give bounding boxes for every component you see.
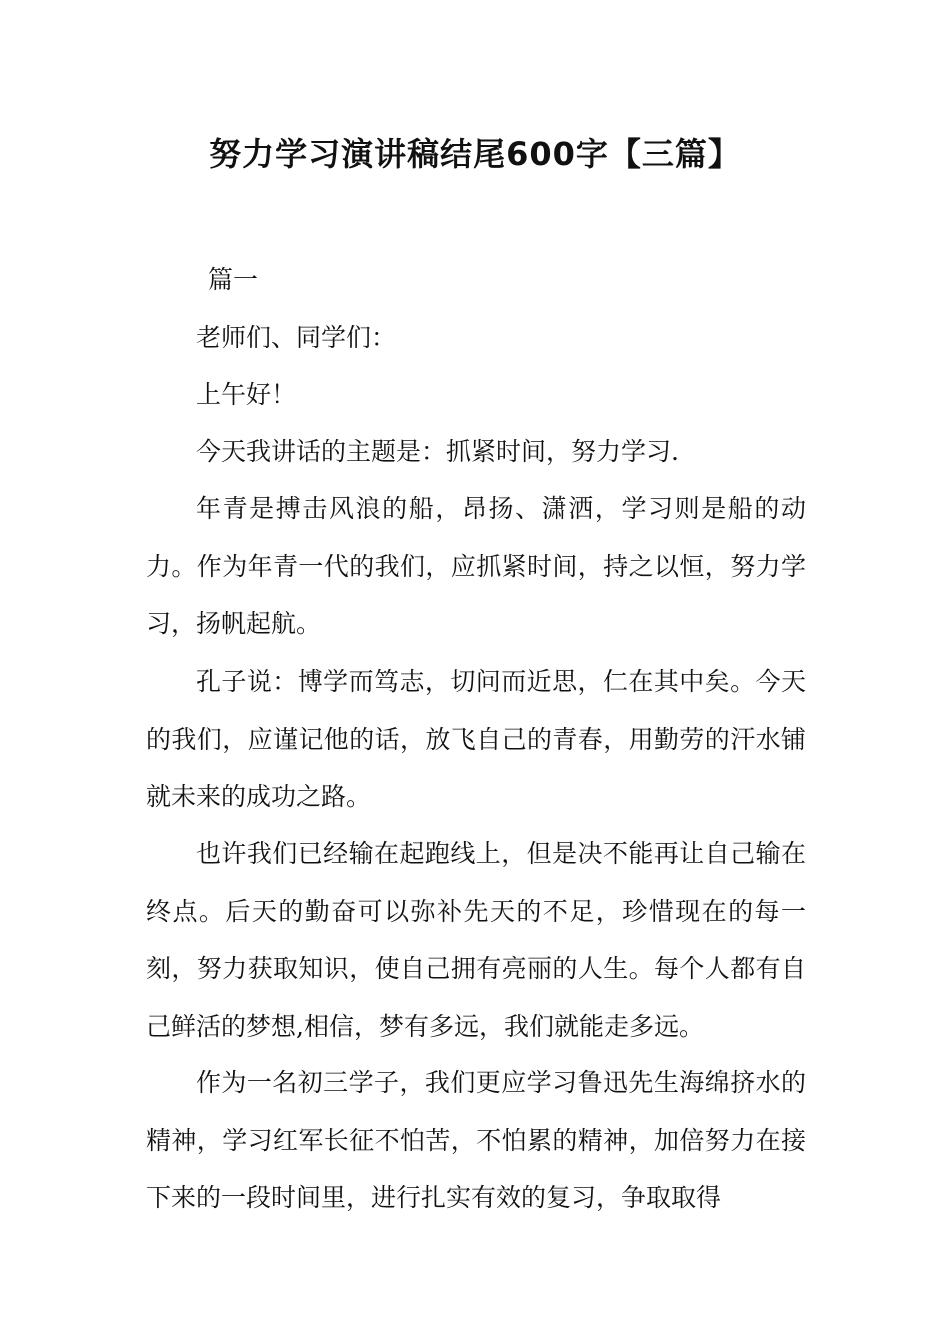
section-heading: 篇一 <box>208 265 259 294</box>
document-title: 努力学习演讲稿结尾600字【三篇】 <box>209 135 741 173</box>
paragraph-5: 作为一名初三学子，我们更应学习鲁迅先生海绵挤水的精神，学习红军长征不怕苦，不怕累的精神，加倍努力在接下来的一段时间里，进行扎实有效的复习，争取取得 <box>146 1068 806 1212</box>
greeting: 上午好！ <box>196 380 297 409</box>
paragraph-4: 也许我们已经输在起跑线上，但是决不能再让自己输在终点。后天的勤奋可以弥补先天的不足，珍惜现在的每一刻，努力获取知识，使自己拥有亮丽的人生。每个人都有自己鲜活的梦想,相信，梦有多远，我们就能走多远。 <box>146 839 806 1041</box>
paragraph-2: 年青是搏击风浪的船，昂扬、潇洒，学习则是船的动力。作为年青一代的我们，应抓紧时间，持之以恒，努力学习，扬帆起航。 <box>146 494 806 638</box>
salutation: 老师们、同学们： <box>196 323 397 352</box>
paragraph-3: 孔子说：博学而笃志，切问而近思，仁在其中矣。今天的我们，应谨记他的话，放飞自己的青春，用勤劳的汗水铺就未来的成功之路。 <box>146 667 806 811</box>
paragraph-1: 今天我讲话的主题是：抓紧时间，努力学习. <box>196 437 679 466</box>
